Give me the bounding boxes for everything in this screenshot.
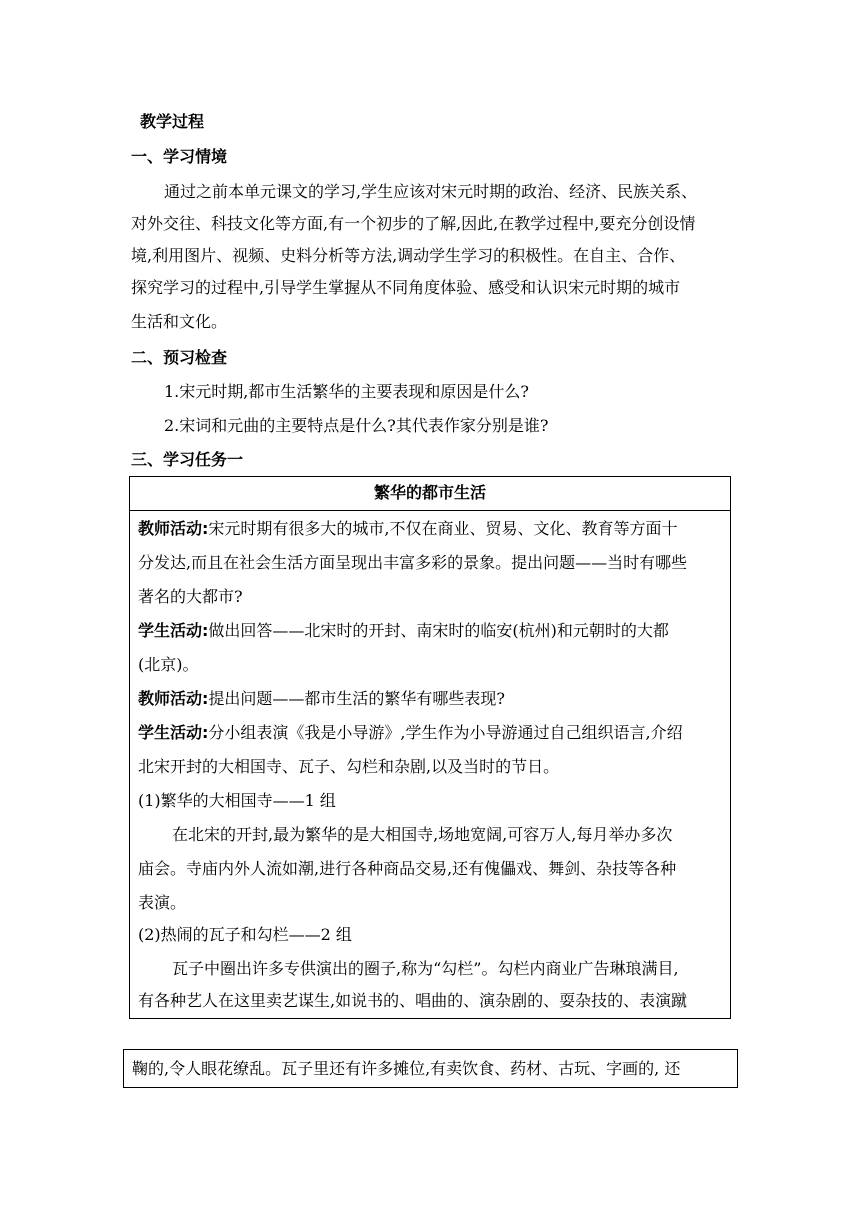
activity-label: 学生活动: xyxy=(138,621,209,640)
activity-text-line: 分发达,而且在社会生活方面呈现出丰富多彩的景象。提出问题——当时有哪些 xyxy=(138,553,688,572)
teacher-activity-2 xyxy=(138,689,505,709)
teacher-activity-1 xyxy=(138,519,678,539)
table-header: 繁华的都市生活 xyxy=(373,483,486,502)
paragraph-line: 探究学习的过程中,引导学生掌握从不同角度体验、感受和认识宋元时期的城市 xyxy=(131,278,681,297)
task-table xyxy=(129,476,731,1019)
section-heading-learning-context: 一、学习情境 xyxy=(131,147,228,166)
activity-text: 宋元时期有很多大的城市,不仅在商业、贸易、文化、教育等方面十 xyxy=(208,519,678,538)
paragraph-line: 境,利用图片、视频、史料分析等方法,调动学生学习的积极性。在自主、合作、 xyxy=(131,246,686,265)
table-header-row xyxy=(130,477,730,511)
group-1-text-line: 庙会。寺庙内外人流如潮,进行各种商品交易,还有傀儡戏、舞剑、杂技等各种 xyxy=(138,859,677,878)
page-title: 教学过程 xyxy=(140,112,205,131)
paragraph-line: 生活和文化。 xyxy=(131,312,228,331)
continuation-box xyxy=(123,1049,738,1088)
group-1-text-line: 在北宋的开封,最为繁华的是大相国寺,场地宽阔,可容万人,每月举办多次 xyxy=(172,825,673,844)
activity-text: 分小组表演《我是小导游》,学生作为小导游通过自己组织语言,介绍 xyxy=(208,723,683,742)
activity-label: 学生活动: xyxy=(138,723,209,742)
paragraph-line: 对外交往、科技文化等方面,有一个初步的了解,因此,在教学过程中,要充分创设情 xyxy=(131,214,696,233)
group-2-title: (2)热闹的瓦子和勾栏——2 组 xyxy=(138,925,352,944)
activity-text-line: (北京)。 xyxy=(138,655,199,674)
activity-text: 做出回答——北宋时的开封、南宋时的临安(杭州)和元朝时的大都 xyxy=(208,621,669,640)
activity-text-line: 北宋开封的大相国寺、瓦子、勾栏和杂剧,以及当时的节日。 xyxy=(138,757,560,776)
group-2-text-line: 有各种艺人在这里卖艺谋生,如说书的、唱曲的、演杂剧的、耍杂技的、表演蹴 xyxy=(138,991,688,1010)
continuation-text-line: 鞠的,令人眼花缭乱。瓦子里还有许多摊位,有卖饮食、药材、古玩、字画的, 还 xyxy=(132,1059,681,1078)
group-1-text-line: 表演。 xyxy=(138,893,187,912)
paragraph-line: 通过之前本单元课文的学习,学生应该对宋元时期的政治、经济、民族关系、 xyxy=(164,182,698,201)
group-2-text-line: 瓦子中圈出许多专供演出的圈子,称为“勾栏”。勾栏内商业广告琳琅满目, xyxy=(172,959,679,978)
activity-label: 教师活动: xyxy=(138,689,209,708)
section-heading-preview-check: 二、预习检查 xyxy=(131,348,228,367)
student-activity-2 xyxy=(138,723,683,743)
group-1-title: (1)繁华的大相国寺——1 组 xyxy=(138,791,336,810)
preview-question-2: 2.宋词和元曲的主要特点是什么?其代表作家分别是谁? xyxy=(164,416,549,435)
student-activity-1 xyxy=(138,621,669,641)
activity-label: 教师活动: xyxy=(138,519,209,538)
section-heading-task-one: 三、学习任务一 xyxy=(131,450,244,469)
activity-text: 提出问题——都市生活的繁华有哪些表现? xyxy=(208,689,505,708)
activity-text-line: 著名的大都市? xyxy=(138,587,243,606)
preview-question-1: 1.宋元时期,都市生活繁华的主要表现和原因是什么? xyxy=(164,382,529,401)
